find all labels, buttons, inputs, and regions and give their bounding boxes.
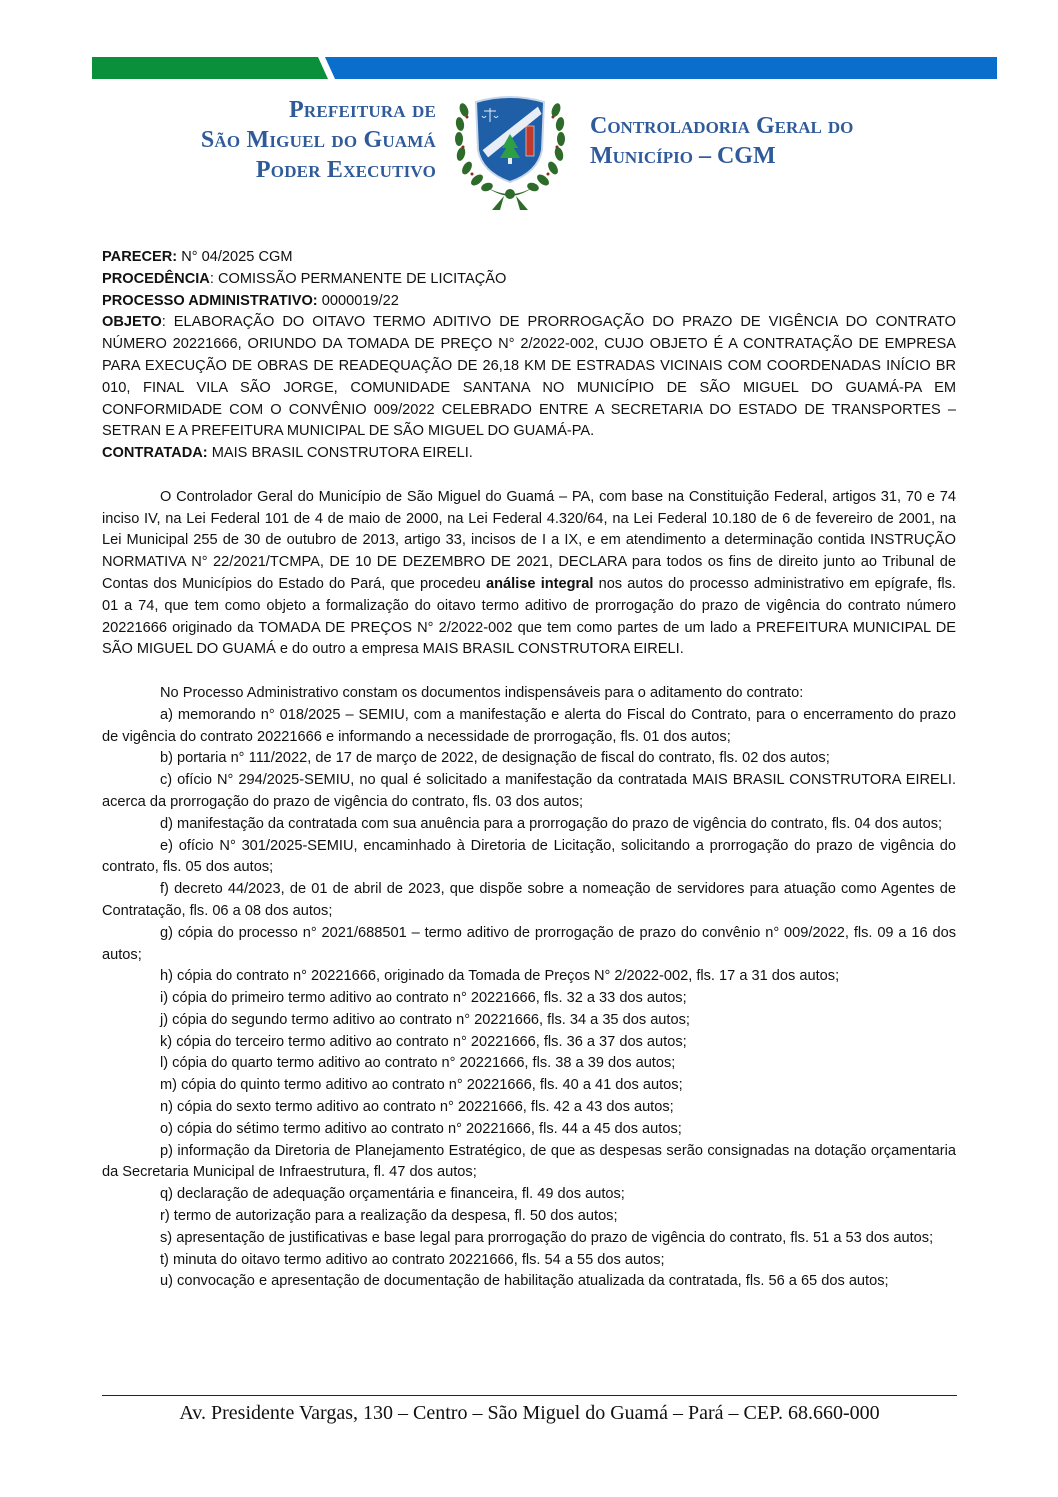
list-item-n: n) cópia do sexto termo aditivo ao contrato n° 20221666, fls. 42 a 43 dos autos;: [160, 1099, 674, 1116]
intro-text-2: nos autos do processo administrativo em epígrafe, fls. 01 a 74, que tem como objeto a formalização do oitavo termo aditivo de prorrogação do prazo de vigência do contrato número 20221666 originado da TOMADA DE PREÇOS N° 2/2022-002 que tem como partes de um lado a PREFEITURA MUNICIPAL DE SÃO MIGUEL DO GUAMÁ e do outro a empresa MAIS BRASIL CONSTRUTORA EIRELI.: [102, 575, 956, 658]
list-item-d: d) manifestação da contratada com sua anuência para a prorrogação do prazo de vigência do contrato, fls. 04 dos autos;: [160, 815, 943, 832]
document-body: [102, 247, 956, 1293]
list-item-f: f) decreto 44/2023, de 01 de abril de 2023, que dispõe sobre a nomeação de servidores para atuação como Agentes de Contratação, fls. 06 a 08 dos autos;: [102, 881, 956, 919]
controladoria-title: [590, 111, 930, 171]
contratada-label: CONTRATADA:: [102, 445, 208, 462]
list-item-j: j) cópia do segundo termo aditivo ao contrato n° 20221666, fls. 34 a 35 dos autos;: [160, 1011, 690, 1028]
objeto-label: OBJETO: [102, 314, 162, 331]
list-item-q: q) declaração de adequação orçamentária e financeira, fl. 49 dos autos;: [160, 1186, 625, 1203]
list-item-e: e) ofício N° 301/2025-SEMIU, encaminhado à Diretoria de Licitação, solicitando a prorrogação do prazo de vigência do contrato, fls. 05 dos autos;: [102, 837, 956, 876]
controladoria-line-1: Controladoria Geral do: [590, 113, 854, 139]
list-intro: No Processo Administrativo constam os documentos indispensáveis para o aditamento do contrato:: [160, 684, 804, 701]
objeto-line: [102, 312, 956, 443]
prefeitura-line-1: Prefeitura de: [289, 97, 436, 123]
list-item-b: b) portaria n° 111/2022, de 17 de março de 2022, de designação de fiscal do contrato, fls. 02 dos autos;: [160, 750, 830, 767]
contratada-value: MAIS BRASIL CONSTRUTORA EIRELI.: [211, 445, 473, 462]
list-item-u: u) convocação e apresentação de documentação de habilitação atualizada da contratada, fls. 56 a 65 dos autos;: [160, 1273, 889, 1290]
footer-address: Av. Presidente Vargas, 130 – Centro – São Miguel do Guamá – Pará – CEP. 68.660-000: [179, 1402, 880, 1424]
list-item-l: l) cópia do quarto termo aditivo ao contrato n° 20221666, fls. 38 a 39 dos autos;: [160, 1055, 676, 1072]
list-item-i: i) cópia do primeiro termo aditivo ao contrato n° 20221666, fls. 32 a 33 dos autos;: [160, 990, 687, 1007]
prefeitura-title: [140, 95, 436, 185]
parecer-label: PARECER:: [102, 249, 178, 265]
list-item-m: m) cópia do quinto termo aditivo ao contrato n° 20221666, fls. 40 a 41 dos autos;: [160, 1077, 683, 1094]
objeto-value: : ELABORAÇÃO DO OITAVO TERMO ADITIVO DE PRORROGAÇÃO DO PRAZO DE VIGÊNCIA DO CONTRATO NÚMERO 20221666, ORIUNDO DA TOMADA DE PREÇO N° 2/2022-002, CUJO OBJETO É A CONTRATAÇÃO DE EMPRESA PARA EXECUÇÃO DE OBRAS DE READEQUAÇÃO DE 26,18 KM DE ESTRADAS VICINAIS COM COORDENADAS INÍCIO BR 010, FINAL VILA SÃO JORGE, COMUNIDADE SANTANA NO MUNICÍPIO DE SÃO MIGUEL DO GUAMÁ-PA EM CONFORMIDADE COM O CONVÊNIO 009/2022 CELEBRADO ENTRE A SECRETARIA DO ESTADO DE TRANSPORTES – SETRAN E A PREFEITURA MUNICIPAL DE SÃO MIGUEL DO GUAMÁ-PA.: [102, 314, 956, 440]
municipal-crest-icon: [452, 92, 568, 214]
list-item-g: g) cópia do processo n° 2021/688501 – termo aditivo de prorrogação de prazo do convênio n° 009/2022, fls. 09 a 16 dos autos;: [102, 924, 956, 963]
prefeitura-line-3: Poder Executivo: [255, 157, 436, 183]
list-item-a: a) memorando n° 018/2025 – SEMIU, com a manifestação e alerta do Fiscal do Contrato, para o encerramento do prazo de vigência do contrato 20221666 e informando a necessidade de prorrogação, fls. 01 dos autos;: [102, 706, 956, 745]
procedencia-label: PROCEDÊNCIA: [102, 270, 210, 287]
parecer-value: N° 04/2025 CGM: [181, 249, 293, 265]
intro-paragraph: [102, 487, 956, 661]
parecer-line: [102, 247, 956, 269]
procedencia-value: : COMISSÃO PERMANENTE DE LICITAÇÃO: [209, 270, 507, 287]
list-item-p: p) informação da Diretoria de Planejamento Estratégico, de que as despesas serão consignadas na dotação orçamentaria da Secretaria Municipal de Infraestrutura, fl. 47 dos autos;: [102, 1142, 956, 1181]
intro-text-1: O Controlador Geral do Município de São Miguel do Guamá – PA, com base na Constituição Federal, artigos 31, 70 e 74 inciso IV, na Lei Federal 101 de 4 de maio de 2000, na Lei Federal 4.320/64, na Lei Federal 10.180 de 6 de fevereiro de 2001, na Lei Municipal 255 de 30 de outubro de 2013, artigo 33, incisos de I a IX, e em atendimento a determinação contida INSTRUÇÃO NORMATIVA N° 22/2021/TCMPA, DE 10 DE DEZEMBRO DE 2021, DECLARA para todos os fins de direito junto ao Tribunal de Contas dos Municípios do Estado do Pará, que procedeu: [102, 488, 956, 592]
footer-divider: [102, 1395, 957, 1396]
header-color-bar: [92, 57, 997, 79]
list-item-k: k) cópia do terceiro termo aditivo ao contrato n° 20221666, fls. 36 a 37 dos autos;: [160, 1033, 687, 1050]
controladoria-line-2: Município – CGM: [590, 143, 776, 169]
prefeitura-line-2: São Miguel do Guamá: [200, 127, 436, 153]
list-item-o: o) cópia do sétimo termo aditivo ao contrato n° 20221666, fls. 44 a 45 dos autos;: [160, 1120, 682, 1137]
processo-line: [102, 291, 956, 313]
intro-bold-text: análise integral: [486, 575, 594, 592]
list-item-r: r) termo de autorização para a realização da despesa, fl. 50 dos autos;: [160, 1208, 618, 1225]
list-item-h: h) cópia do contrato n° 20221666, originado da Tomada de Preços N° 2/2022-002, fls. 17 a 31 dos autos;: [160, 968, 840, 985]
procedencia-line: [102, 269, 956, 291]
contratada-line: [102, 443, 956, 465]
list-item-c: c) ofício N° 294/2025-SEMIU, no qual é solicitado a manifestação da contratada MAIS BRASIL CONSTRUTORA EIRELI. acerca da prorrogação do prazo de vigência do contrato, fls. 03 dos autos;: [102, 772, 956, 810]
list-item-t: t) minuta do oitavo termo aditivo ao contrato 20221666, fls. 54 a 55 dos autos;: [160, 1251, 665, 1268]
list-item-s: s) apresentação de justificativas e base legal para prorrogação do prazo de vigência do contrato, fls. 51 a 53 dos autos;: [160, 1229, 934, 1246]
processo-label: PROCESSO ADMINISTRATIVO:: [102, 292, 318, 309]
processo-value: 0000019/22: [321, 292, 399, 309]
